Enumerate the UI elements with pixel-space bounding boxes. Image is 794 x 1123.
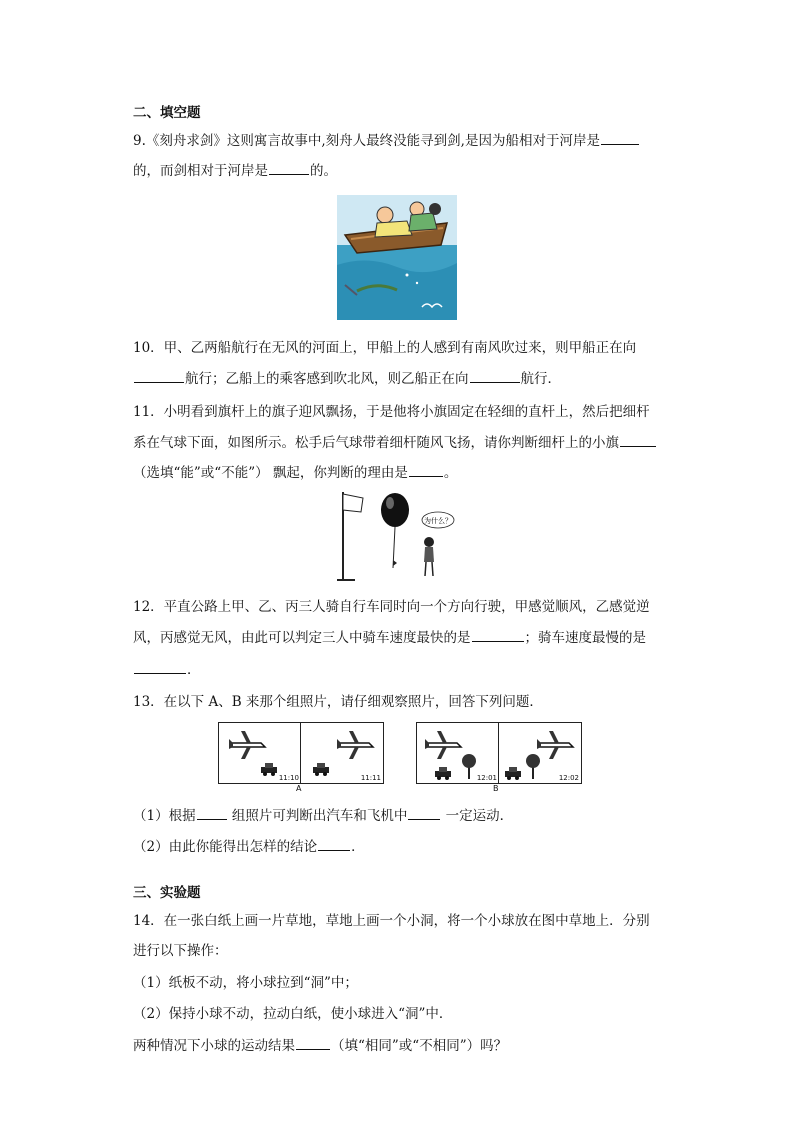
car-icon xyxy=(261,763,277,776)
q14-text-5a: 两种情况下小球的运动结果 xyxy=(133,1038,295,1054)
q11-blank-1[interactable] xyxy=(620,432,656,447)
boy-leg xyxy=(425,562,426,576)
q13-sub2-text-1: （2）由此你能得出怎样的结论 xyxy=(133,839,318,855)
bubble xyxy=(406,274,409,277)
airplane-icon xyxy=(425,731,461,759)
boy-body xyxy=(424,547,434,562)
q11-blank-2[interactable] xyxy=(409,462,443,477)
q10-line1: 10．甲、乙两船航行在无风的河面上，甲船上的人感到有南风吹过来，则甲船正在向 xyxy=(133,340,637,356)
car-icon xyxy=(435,767,451,780)
q12-line3 xyxy=(133,659,201,680)
q14-line4: （2）保持小球不动，拉动白纸，使小球进入“洞”中． xyxy=(133,1006,453,1022)
person-head xyxy=(377,207,393,223)
q10-blank-1[interactable] xyxy=(134,368,184,383)
q13-sub2 xyxy=(133,836,365,857)
q9-text-2: 的，而剑相对于河岸是 xyxy=(133,163,268,179)
q14-line5 xyxy=(133,1035,507,1056)
q11-text-2: 系在气球下面，如图所示。松手后气球带着细杆随风飞扬，请你判断细杆上的小旗 xyxy=(133,435,619,451)
q13-blank-2[interactable] xyxy=(408,805,440,820)
q14-line3: （1）纸板不动，将小球拉到“洞”中； xyxy=(133,975,358,991)
q12-blank-2[interactable] xyxy=(134,659,186,674)
boat-sword-illustration xyxy=(337,195,457,320)
q14-line2: 进行以下操作： xyxy=(133,943,228,959)
q9-line2 xyxy=(133,160,337,181)
q13-sub1-text-3: 一定运动． xyxy=(441,808,514,824)
q14-line1: 14．在一张白纸上画一片草地，草地上画一个小洞，将一个小球放在图中草地上．分别 xyxy=(133,913,650,929)
q13-sub2-text-2: ． xyxy=(351,839,365,855)
balloon-shine xyxy=(386,497,394,509)
q12-text-2: 风，丙感觉无风，由此可以判定三人中骑车速度最快的是 xyxy=(133,630,471,646)
section-heading-fill-in: 二、填空题 xyxy=(133,105,201,121)
q12-text-4: ． xyxy=(187,662,201,678)
airplane-icon xyxy=(537,731,573,759)
airplane-icon xyxy=(337,731,373,759)
person3-head xyxy=(429,203,441,215)
photo-b1-time: 12:01 xyxy=(476,774,497,782)
q10-text-3: 航行． xyxy=(520,371,561,387)
balloon xyxy=(381,493,409,527)
q13-sub1 xyxy=(133,805,513,826)
q13-sub1-text-2: 组照片可判断出汽车和飞机中 xyxy=(227,808,408,824)
photo-a2 xyxy=(300,722,384,784)
q10-blank-2[interactable] xyxy=(470,368,520,383)
q13-sub1-text-1: （1）根据 xyxy=(133,808,196,824)
car-icon xyxy=(313,763,329,776)
speech-bubble-text: 为什么？ xyxy=(424,517,452,525)
q9-blank-1[interactable] xyxy=(601,130,639,145)
photo-group-b-label: B xyxy=(493,784,499,793)
q10-text-2: 航行；乙船上的乘客感到吹北风，则乙船正在向 xyxy=(185,371,469,387)
person2-body xyxy=(409,213,437,231)
q11-text-3: （选填“能”或“不能”） 飘起，你判断的理由是 xyxy=(133,465,408,481)
boy-leg xyxy=(432,562,433,576)
q13-line1: 13．在以下 A、B 来那个组照片，请仔细观察照片，回答下列问题． xyxy=(133,694,543,710)
q12-line2 xyxy=(133,627,646,648)
person-body xyxy=(375,221,412,237)
q12-text-3: ；骑车速度最慢的是 xyxy=(524,630,646,646)
car-icon xyxy=(505,767,521,780)
tree-icon xyxy=(526,754,540,779)
flagpole-balloon-illustration xyxy=(333,490,463,585)
flag xyxy=(343,494,363,512)
tree-icon xyxy=(462,754,476,779)
q12-line1: 12．平直公路上甲、乙、丙三人骑自行车同时向一个方向行驶，甲感觉顺风，乙感觉逆 xyxy=(133,599,650,615)
photo-b1 xyxy=(416,722,500,784)
q14-blank-1[interactable] xyxy=(296,1035,330,1050)
q9-text-3: 的。 xyxy=(310,163,337,179)
q13-blank-1[interactable] xyxy=(197,805,227,820)
bubble xyxy=(416,282,418,284)
photo-a2-time: 11:11 xyxy=(360,774,381,782)
photo-group-a-label: A xyxy=(296,784,302,793)
q14-text-5b: （填“相同”或“不相同”）吗？ xyxy=(331,1038,508,1054)
q12-blank-1[interactable] xyxy=(472,627,524,642)
q11-line3 xyxy=(133,462,457,483)
photo-a1-time: 11:10 xyxy=(278,774,299,782)
q9-line1 xyxy=(133,130,640,151)
q10-line2 xyxy=(133,368,561,389)
small-flag xyxy=(393,560,397,566)
q13-blank-3[interactable] xyxy=(318,836,350,851)
photo-a1 xyxy=(218,722,302,784)
photo-b2-time: 12:02 xyxy=(558,774,579,782)
q11-line1: 11．小明看到旗杆上的旗子迎风飘扬，于是他将小旗固定在轻细的直杆上，然后把细杆 xyxy=(133,404,650,420)
q9-blank-2[interactable] xyxy=(269,160,309,175)
photo-b2 xyxy=(498,722,582,784)
boy-head xyxy=(424,537,434,547)
section-heading-experiment: 三、实验题 xyxy=(133,885,201,901)
q11-text-4: 。 xyxy=(443,465,458,481)
q9-text-1: 9.《刻舟求剑》这则寓言故事中,刻舟人最终没能寻到剑,是因为船相对于河岸是 xyxy=(133,133,600,149)
airplane-icon xyxy=(229,731,265,759)
q11-line2 xyxy=(133,432,657,453)
